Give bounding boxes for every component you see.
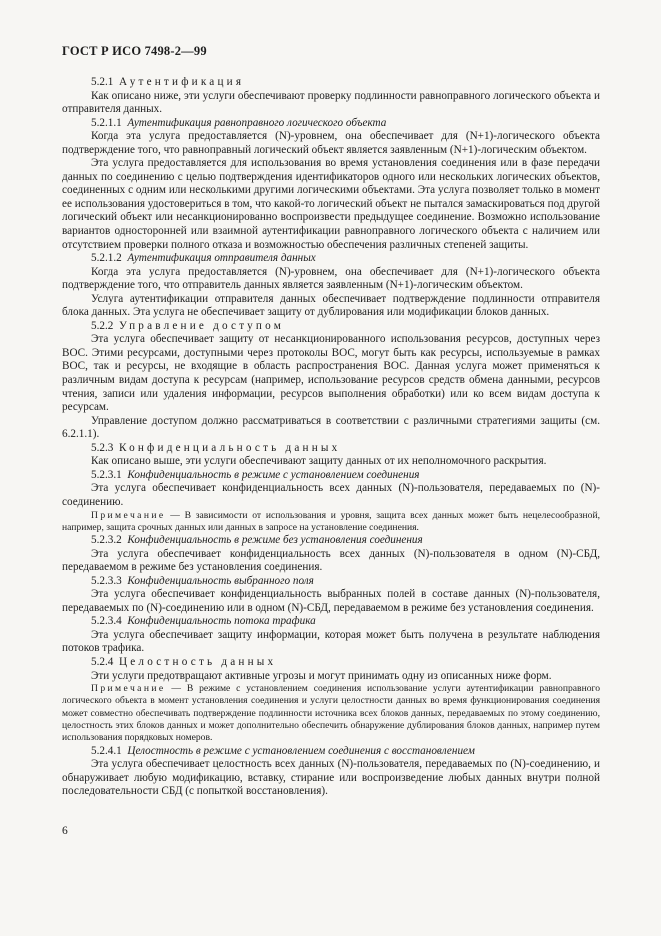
paragraph: Услуга аутентификации отправителя данных обеспечивает подтверждение подлинности отправителя блока данных. Эта услуга не обеспечивает защиту от дублирования или модификации блоков данных.	[62, 292, 600, 319]
document-header: ГОСТ Р ИСО 7498-2—99	[62, 44, 207, 58]
paragraph: Когда эта услуга предоставляется (N)-уровнем, она обеспечивает для (N+1)-логического объекта подтверждение того, что отправитель данных является заявленным (N+1)-логическим объектом.	[62, 265, 600, 292]
section-title: Целостность данных	[118, 656, 277, 669]
section-number: 5.2.4.1	[91, 744, 122, 757]
section-heading	[62, 469, 600, 483]
section-title: Управление доступом	[118, 319, 284, 332]
section-title: Аутентификация равноправного логического объекта	[127, 116, 387, 129]
section-heading	[62, 442, 600, 456]
section-title: Конфиденциальность выбранного поля	[127, 574, 314, 587]
paragraph: Эта услуга обеспечивает целостность всех данных (N)-пользователя, передаваемых по (N)-соединению, и обнаруживает любую модификацию, вставку, стирание или воспроизведение любых данных внутри полной последовательности СБД (с попыткой восстановления).	[62, 758, 600, 798]
paragraph: Эта услуга предоставляется для использования во время установления соединения или в фазе передачи данных по соединению с целью подтверждения идентификаторов одного или нескольких логических объектов, соединенных с одним или несколькими другими логическими объектами. Эта услуга позволяет только в момент ее использования удостовериться в том, что какой-то логический объект не пытался замаскироваться под другой логический объект или несанкционированно воспроизвести предыдущее соединение. Возможно использование вариантов односторонней или взаимной аутентификации равноправного логического объекта с наличием или отсутствием проверки полного отказа и возможностью обеспечения различных степеней защиты.	[62, 157, 600, 251]
page-number: 6	[62, 825, 68, 837]
section-title: Аутентификация отправителя данных	[127, 252, 316, 265]
paragraph: Как описано выше, эти услуги обеспечивают защиту данных от их неполномочного раскрытия.	[91, 455, 547, 468]
section-title: Целостность в режиме с установлением соединения с восстановлением	[127, 744, 475, 757]
paragraph: Эта услуга обеспечивает защиту информации, которая может быть получена в результате наблюдения потоков трафика.	[62, 628, 600, 655]
section-number: 5.2.1.2	[91, 252, 122, 265]
section-number: 5.2.3.3	[91, 574, 122, 587]
paragraph: Как описано ниже, эти услуги обеспечивают проверку подлинности равноправного логического объекта и отправителя данных.	[62, 89, 600, 116]
section-number: 5.2.3.2	[91, 534, 122, 547]
section-title: Конфиденциальность в режиме без установления соединения	[127, 534, 423, 547]
section-heading	[62, 320, 600, 334]
section-number: 5.2.3	[91, 441, 114, 454]
paragraph: Эта услуга обеспечивает конфиденциальность всех данных (N)-пользователя в одном (N)-СБД, передаваемом в режиме без установления соединения.	[62, 547, 600, 574]
paragraph: Эта услуга обеспечивает конфиденциальность выбранных полей в составе данных (N)-пользователя, передаваемых по (N)-соединению или в одном (N)-СБД, передаваемом в режиме без установления соединения.	[62, 588, 600, 614]
section-number: 5.2.3.4	[91, 615, 122, 628]
section-number: 5.2.4	[91, 656, 114, 669]
paragraph: Эта услуга обеспечивает конфиденциальность всех данных (N)-пользователя, передаваемых по (N)-соединению.	[62, 482, 600, 508]
section-heading	[62, 117, 600, 131]
document-body	[62, 76, 600, 799]
section-number: 5.2.3.1	[91, 468, 122, 481]
section-heading	[62, 76, 600, 90]
note	[62, 683, 600, 744]
section-title: Аутентификация	[118, 76, 245, 88]
paragraph: Когда эта услуга предоставляется (N)-уровнем, она обеспечивает для (N+1)-логического объекта подтверждение того, что равноправный логический объект является заявленным (N+1)-логическим объектом.	[62, 130, 600, 156]
section-heading	[62, 745, 600, 759]
section-title: Конфиденциальность потока трафика	[127, 615, 316, 628]
section-number: 5.2.1.1	[91, 116, 122, 129]
section-title: Конфиденциальность в режиме с установлением соединения	[127, 468, 420, 481]
section-heading	[62, 252, 600, 266]
note-label: Примечание	[91, 683, 166, 695]
section-title: Конфиденциальность данных	[118, 441, 341, 454]
paragraph: Управление доступом должно рассматриваться в соответствии с различными стратегиями защиты (см. 6.2.1.1).	[62, 414, 600, 441]
note-label: Примечание	[91, 509, 166, 521]
note-text: — В режиме с установлением соединения использование услуги аутентификации равноправного логического объекта в момент установления соединения и услуги целостности данных во время функционирования соединения может совместно обеспечивать подтверждение подлинности источника всех блоков данных, передаваемых по этому соединению, целостность этих блоков данных и может дополнительно обеспечить обнаружение дублирования блоков данных, например путем использования порядковых номеров.	[62, 683, 600, 744]
note-text: — В зависимости от использования и уровня, защита всех данных может быть нецелесообразной, например, защита срочных данных или данных в запросе на установление соединения.	[62, 509, 600, 533]
paragraph: Эта услуга обеспечивает защиту от несанкционированного использования ресурсов, доступных через ВОС. Этими ресурсами, доступными через протоколы ВОС, могут быть как ресурсы, используемые в рамках ВОС, так и ресурсы, не входящие в область распространения ВОС. Данная услуга может применяться к различным видам доступа к ресурсам (например, использование ресурсов средств обмена данными, ресурсов чтения, записи или удаления информации, ресурсов выполнения обработки) или ко всем видам доступа к ресурсам.	[62, 333, 600, 414]
paragraph: Эти услуги предотвращают активные угрозы и могут принимать одну из описанных ниже форм.	[91, 669, 552, 682]
section-heading	[62, 656, 600, 670]
section-number: 5.2.2	[91, 319, 114, 332]
section-heading	[62, 615, 600, 629]
section-heading	[62, 575, 600, 589]
note	[62, 510, 600, 535]
section-number: 5.2.1	[91, 76, 114, 88]
section-heading	[62, 534, 600, 548]
